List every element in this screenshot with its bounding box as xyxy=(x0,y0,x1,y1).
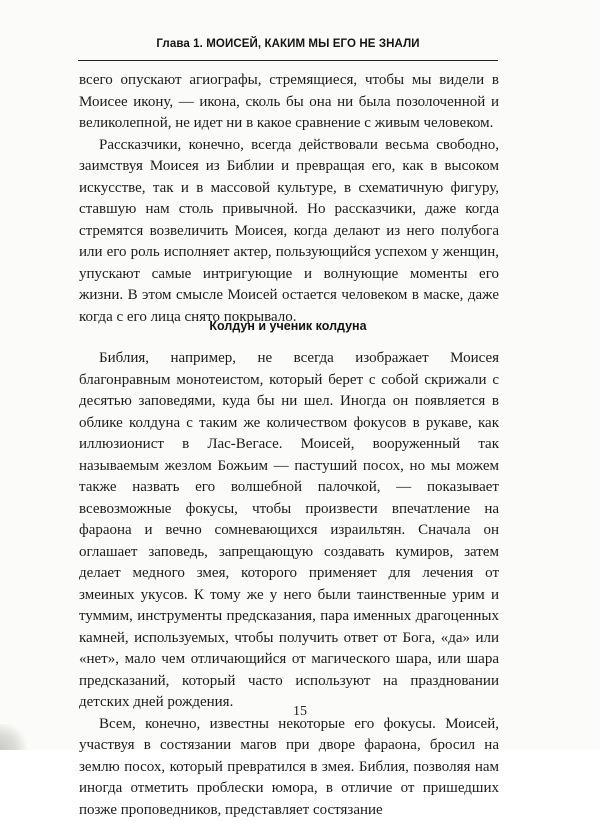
section-text xyxy=(79,348,499,821)
paragraph-continued: всего опускают агиографы, стремящиеся, чтобы мы видели в Моисее икону, — икона, сколь бы она ни была позолоченной и великолепной, не идет ни в какое сравнение с живым человеком. xyxy=(79,70,499,135)
paragraph: Всем, конечно, известны некоторые его фокусы. Моисей, участвуя в состязании магов при дворе фараона, бросил на землю посох, который превратился в змея. Библия, позволяя нам иногда отметить проблески юмора, в отличие от пришедших позже проповедников, представляет состязание xyxy=(79,714,499,821)
section-heading: Колдун и ученик колдуна xyxy=(78,319,498,333)
running-head: Глава 1. МОИСЕЙ, КАКИМ МЫ ЕГО НЕ ЗНАЛИ xyxy=(76,38,500,50)
page-number: 15 xyxy=(0,704,600,720)
paragraph: Рассказчики, конечно, всегда действовали весьма свободно, заимствуя Моисея из Библии и превращая его, как в высоком искусстве, так и в массовой культуре, в схематичную фигуру, ставшую нам столь привычной. Но рассказчики, даже когда стремятся возвеличить Моисея, когда делают из него полубога или его роль исполняет актер, пользующийся успехом у женщин, упускают самые интригующие и волнующие моменты его жизни. В этом смысле Моисей остается человеком в маске, даже когда с его лица снято покрывало. xyxy=(79,135,499,329)
scan-corner-shadow xyxy=(0,724,30,750)
paragraph: Библия, например, не всегда изображает Моисея благонравным монотеистом, который берет с собой скрижали с десятью заповедями, куда бы ни шел. Иногда он появляется в облике колдуна с таким же количеством фокусов в рукаве, как иллюзионист в Лас-Вегасе. Моисей, вооруженный так называемым жезлом Божьим — пастуший посох, но мы можем также назвать его волшебной палочкой, — показывает всевозможные фокусы, чтобы произвести впечатление на фараона и вечно сомневающихся израильтян. Сначала он оглашает заповедь, запрещающую создавать кумиров, затем делает медного змея, которого применяет для лечения от змеиных укусов. К тому же у него были таинственные урим и туммим, инструменты предсказания, пара именных драгоценных камней, используемых, чтобы получить ответ от Бога, «да» или «нет», мало чем отличающийся от магического шара, или шара предсказаний, который часто используют на праздновании детских дней рождения. xyxy=(79,348,499,714)
header-rule xyxy=(78,60,498,61)
intro-text xyxy=(79,70,499,328)
